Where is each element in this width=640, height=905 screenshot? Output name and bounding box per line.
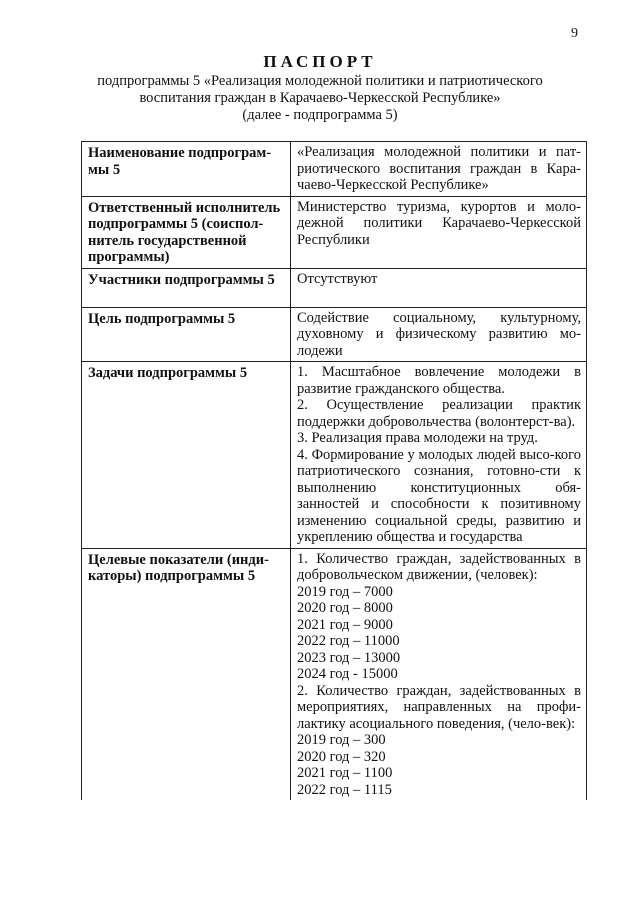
row-value-name [291, 142, 587, 197]
task-item: 1. Масштабное вовлечение молодежи в развитие гражданского общества. [297, 364, 581, 397]
passport-table [81, 141, 587, 800]
value-paragraph: Министерство туризма, курортов и моло-дежной политики Карачаево-Черкесской Республики [297, 198, 581, 248]
table-row [82, 362, 587, 549]
subtitle-line-1: подпрограммы 5 «Реализация молодежной политики и патриотического [97, 73, 543, 89]
document-title: ПАСПОРТ [263, 52, 377, 71]
task-item: 4. Формирование у молодых людей высо-кого патриотического сознания, готовно-сти к выполнению конституционных обя-занностей и способности к позитивному изменению социальной среды, развитию и укреплению общества и государства [297, 446, 581, 545]
subtitle-line-3: (далее - подпрограмма 5) [242, 107, 398, 123]
indicator-heading: 2. Количество граждан, задействованных в мероприятиях, направленных на профи-лактику асоциального поведения, (чело-век): [297, 682, 581, 732]
table-row [82, 196, 587, 268]
value-paragraph: «Реализация молодежной политики и пат-риотического воспитания граждан в Кара-чаево-Черкесской Республике» [297, 144, 581, 193]
row-label-name: Наименование подпрограм-мы 5 [82, 142, 291, 197]
indicator-year-value: 2020 год – 320 [297, 748, 386, 765]
indicator-year-value: 2019 год – 7000 [297, 583, 393, 600]
indicator-year-value: 2021 год – 9000 [297, 616, 393, 633]
row-label-tasks: Задачи подпрограммы 5 [82, 362, 291, 549]
indicator-year-value: 2020 год – 8000 [297, 600, 393, 616]
page-number: 9 [571, 26, 578, 41]
subtitle-line-2: воспитания граждан в Карачаево-Черкесской Республике» [139, 90, 501, 106]
document-heading [0, 52, 640, 123]
indicator-year-value: 2022 год – 1115 [297, 781, 392, 798]
row-label-participants: Участники подпрограммы 5 [82, 268, 291, 307]
row-label-indicators: Целевые показатели (инди-каторы) подпрограммы 5 [82, 548, 291, 800]
indicator-year-value: 2019 год – 300 [297, 732, 386, 748]
value-paragraph: Содействие социальному, культурному, духовному и физическому развитию мо-лодежи [297, 309, 581, 359]
table-row [82, 142, 587, 197]
table-row [82, 548, 587, 800]
indicator-year-value: 2021 год – 1100 [297, 765, 393, 781]
value-paragraph: Отсутствуют [297, 270, 378, 287]
row-value-indicators [291, 548, 587, 800]
row-value-goal [291, 307, 587, 362]
row-value-executor [291, 196, 587, 268]
row-label-executor: Ответственный исполнитель подпрограммы 5 (соиспол-нитель государственной программы) [82, 196, 291, 268]
table-row [82, 307, 587, 362]
task-item: 3. Реализация права молодежи на труд. [297, 430, 538, 446]
row-value-tasks [291, 362, 587, 549]
indicator-year-value: 2022 год – 11000 [297, 633, 400, 649]
row-label-goal: Цель подпрограммы 5 [82, 307, 291, 362]
row-value-participants [291, 268, 587, 307]
indicator-year-value: 2023 год – 13000 [297, 649, 401, 666]
table-row [82, 268, 587, 307]
task-item: 2. Осуществление реализации практик поддержки добровольчества (волонтерст-ва). [297, 397, 581, 430]
indicator-heading: 1. Количество граждан, задействованных в добровольческом движении, (человек): [297, 550, 581, 583]
indicator-year-value: 2024 год - 15000 [297, 666, 398, 682]
